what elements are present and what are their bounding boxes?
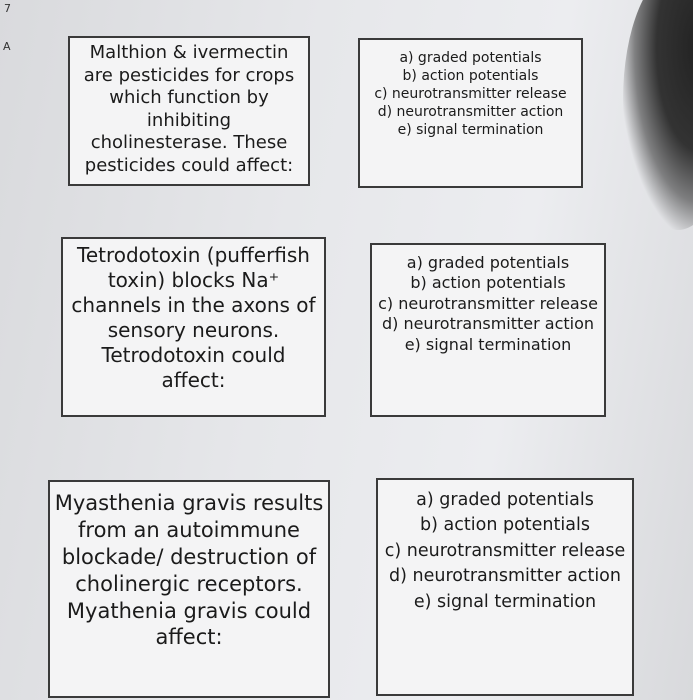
question-box-3 <box>48 480 330 698</box>
question-3-line-2: from an autoimmune <box>78 517 300 542</box>
answer-1-option-b: b) action potentials <box>402 67 539 84</box>
answer-3-option-c: c) neurotransmitter release <box>384 540 626 561</box>
answer-box-1 <box>358 38 583 188</box>
question-3-line-1: Myasthenia gravis results <box>54 491 324 515</box>
question-1-line-1: Malthion & ivermectin <box>89 42 289 63</box>
answer-3-option-e: e) signal termination <box>413 591 597 612</box>
dark-corner-shadow <box>623 0 693 230</box>
answer-box-3 <box>376 478 634 696</box>
question-3-line-6: affect: <box>155 625 223 650</box>
question-2-line-6: affect: <box>161 368 226 392</box>
answer-3-option-a: a) graded potentials <box>416 490 594 510</box>
question-box-2 <box>61 237 326 417</box>
question-1-line-6: pesticides could affect: <box>84 154 294 176</box>
margin-mark-a: A <box>3 40 11 53</box>
answer-2-option-a: a) graded potentials <box>406 253 570 272</box>
question-1-line-2: are pesticides for crops <box>83 64 295 86</box>
answer-1-option-e: e) signal termination <box>397 121 544 138</box>
question-1-line-4: inhibiting <box>146 109 232 131</box>
question-2-line-5: Tetrodotoxin could <box>101 343 286 367</box>
question-1-line-3: which function by <box>109 87 269 108</box>
question-2-line-2: toxin) blocks Na⁺ <box>107 268 280 292</box>
question-3-line-4: cholinergic receptors. <box>75 571 303 596</box>
answer-2-option-e: e) signal termination <box>404 334 572 354</box>
answer-1-option-a: a) graded potentials <box>399 50 542 66</box>
answer-2-option-b: b) action potentials <box>410 273 566 293</box>
answer-3-option-d: d) neurotransmitter action <box>389 566 621 587</box>
question-3-line-5: Myathenia gravis could <box>66 598 312 623</box>
question-2-line-1: Tetrodotoxin (pufferfish <box>77 243 310 267</box>
question-box-1 <box>68 36 310 186</box>
question-2-line-3: channels in the axons of <box>71 293 316 317</box>
answer-2-option-c: c) neurotransmitter release <box>378 293 598 313</box>
question-1-line-5: cholinesterase. These <box>90 132 288 153</box>
margin-mark-top: 7 <box>4 2 11 15</box>
question-2-line-4: sensory neurons. <box>107 318 280 342</box>
answer-1-option-d: d) neurotransmitter action <box>377 103 564 120</box>
answer-3-option-b: b) action potentials <box>420 515 590 536</box>
answer-2-option-d: d) neurotransmitter action <box>381 314 595 334</box>
question-3-line-3: blockade/ destruction of <box>61 544 317 569</box>
answer-1-option-c: c) neurotransmitter release <box>374 85 567 102</box>
answer-box-2 <box>370 243 606 417</box>
